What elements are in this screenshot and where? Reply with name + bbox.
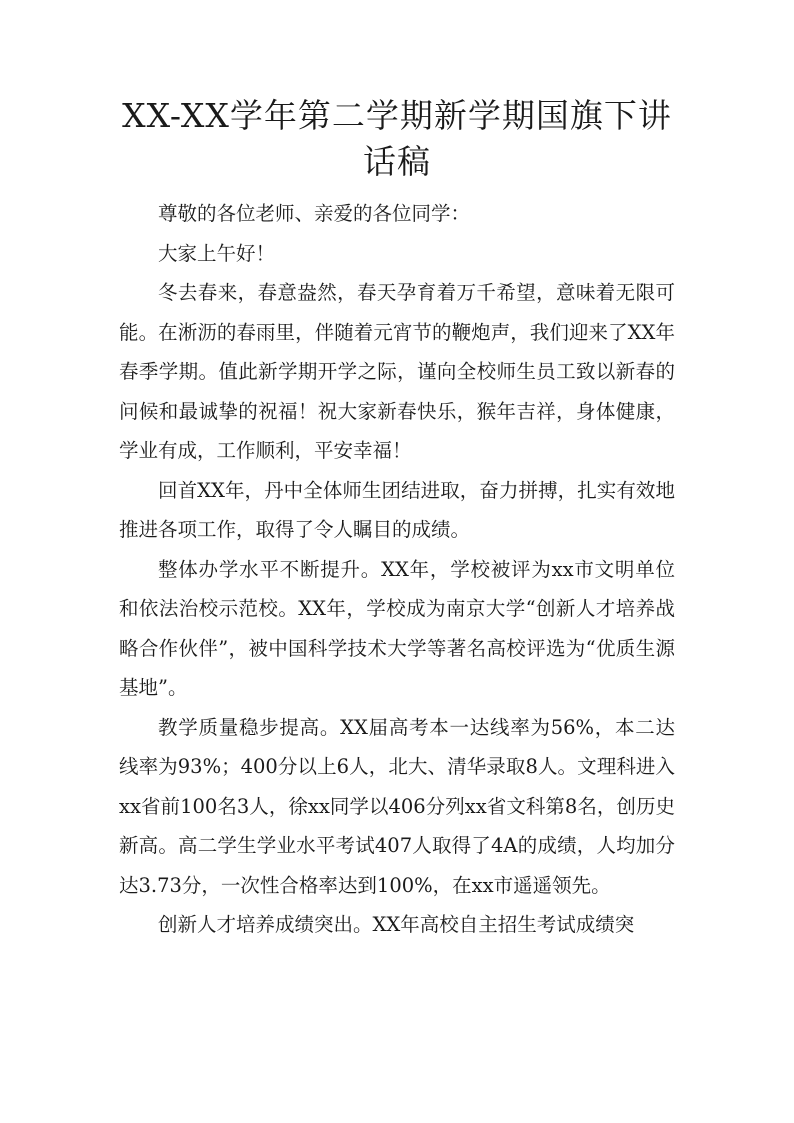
body-paragraph: 创新人才培养成绩突出。XX年高校自主招生考试成绩突 — [158, 913, 635, 936]
body-paragraph: 回首XX年，丹中全体师生团结进取，奋力拼搏，扎实有效地推进各项工作，取得了令人瞩目的成绩。 — [119, 478, 675, 541]
body-paragraph: 整体办学水平不断提升。XX年，学校被评为xx市文明单位和依法治校示范校。XX年，学校成为南京大学“创新人才培养战略合作伙伴”，被中国科学技术大学等著名高校评选为“优质生源基地”。 — [119, 557, 675, 699]
document-title: XX-XX学年第二学期新学期国旗下讲话稿 — [122, 96, 672, 181]
greeting-paragraph: 大家上午好！ — [158, 241, 276, 265]
body-paragraph: 教学质量稳步提高。XX届高考本一达线率为56%，本二达线率为93%；400分以上6人，北大、清华录取8人。文理科进入xx省前100名3人，徐xx同学以406分列xx省文科第8名，创历史新高。高二学生学业水平考试407人取得了4A的成绩，人均加分达3.73分，一次性合格率达到100%，在xx市遥遥领先。 — [119, 715, 675, 897]
salutation-paragraph: 尊敬的各位老师、亲爱的各位同学： — [158, 202, 471, 225]
document-body — [119, 194, 675, 945]
body-paragraph: 冬去春来，春意盎然，春天孕育着万千希望，意味着无限可能。在淅沥的春雨里，伴随着元宵节的鞭炮声，我们迎来了XX年春季学期。值此新学期开学之际，谨向全校师生员工致以新春的问候和最诚挚的祝福！祝大家新春快乐，猴年吉祥，身体健康，学业有成，工作顺利，平安幸福！ — [119, 281, 675, 462]
